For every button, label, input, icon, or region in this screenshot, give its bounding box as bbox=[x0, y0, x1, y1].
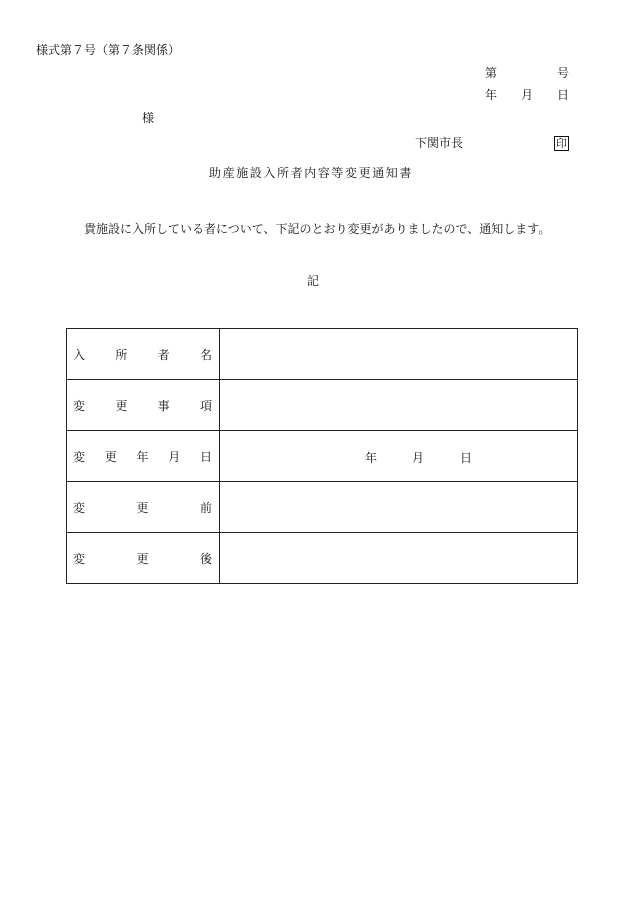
label-char: 者 bbox=[157, 347, 170, 362]
label-cell bbox=[67, 533, 220, 584]
table-row-before bbox=[67, 482, 578, 533]
label-char: 変 bbox=[73, 500, 86, 515]
label-cell bbox=[67, 431, 220, 482]
number-prefix: 第 bbox=[485, 66, 498, 80]
seal-mark: 印 bbox=[556, 137, 567, 150]
date-year: 年 bbox=[365, 451, 378, 465]
value-cell-change-date[interactable] bbox=[220, 431, 578, 482]
document-title: 助産施設入所者内容等変更通知書 bbox=[209, 166, 414, 180]
form-number: 様式第７号（第７条関係） bbox=[36, 43, 181, 57]
label-cell bbox=[67, 482, 220, 533]
label-cell bbox=[67, 329, 220, 380]
header-month: 月 bbox=[521, 88, 534, 102]
label-char: 更 bbox=[115, 398, 128, 413]
label-char: 前 bbox=[199, 500, 212, 515]
label-char: 事 bbox=[157, 398, 170, 413]
label-char: 変 bbox=[73, 449, 86, 464]
label-char: 名 bbox=[199, 347, 212, 362]
label-char: 日 bbox=[199, 449, 212, 464]
value-cell-after[interactable] bbox=[220, 533, 578, 584]
label-cell bbox=[67, 380, 220, 431]
label-char: 所 bbox=[115, 347, 128, 362]
label-char: 年 bbox=[136, 449, 149, 464]
label-char: 項 bbox=[199, 398, 212, 413]
number-suffix: 号 bbox=[557, 66, 570, 80]
table-row-change-date bbox=[67, 431, 578, 482]
value-cell-change-item[interactable] bbox=[220, 380, 578, 431]
addressee-honorific: 様 bbox=[142, 111, 155, 125]
table-row-change-item bbox=[67, 380, 578, 431]
date-day: 日 bbox=[460, 451, 473, 465]
label-char: 変 bbox=[73, 551, 86, 566]
label-char: 更 bbox=[104, 449, 117, 464]
header-year: 年 bbox=[485, 88, 498, 102]
label-char: 月 bbox=[168, 449, 181, 464]
body-text: 貴施設に入所している者について、下記のとおり変更がありましたので、通知します。 bbox=[84, 222, 551, 236]
table-row-after bbox=[67, 533, 578, 584]
sender-title: 下関市長 bbox=[415, 136, 464, 150]
label-char: 後 bbox=[199, 551, 212, 566]
header-day: 日 bbox=[557, 88, 570, 102]
table-row-name bbox=[67, 329, 578, 380]
details-table bbox=[66, 328, 578, 584]
label-char: 更 bbox=[136, 551, 149, 566]
date-month: 月 bbox=[412, 451, 425, 465]
label-char: 更 bbox=[136, 500, 149, 515]
label-char: 変 bbox=[73, 398, 86, 413]
value-cell-before[interactable] bbox=[220, 482, 578, 533]
value-cell-name[interactable] bbox=[220, 329, 578, 380]
ki-heading: 記 bbox=[307, 274, 320, 288]
label-char: 入 bbox=[73, 347, 86, 362]
